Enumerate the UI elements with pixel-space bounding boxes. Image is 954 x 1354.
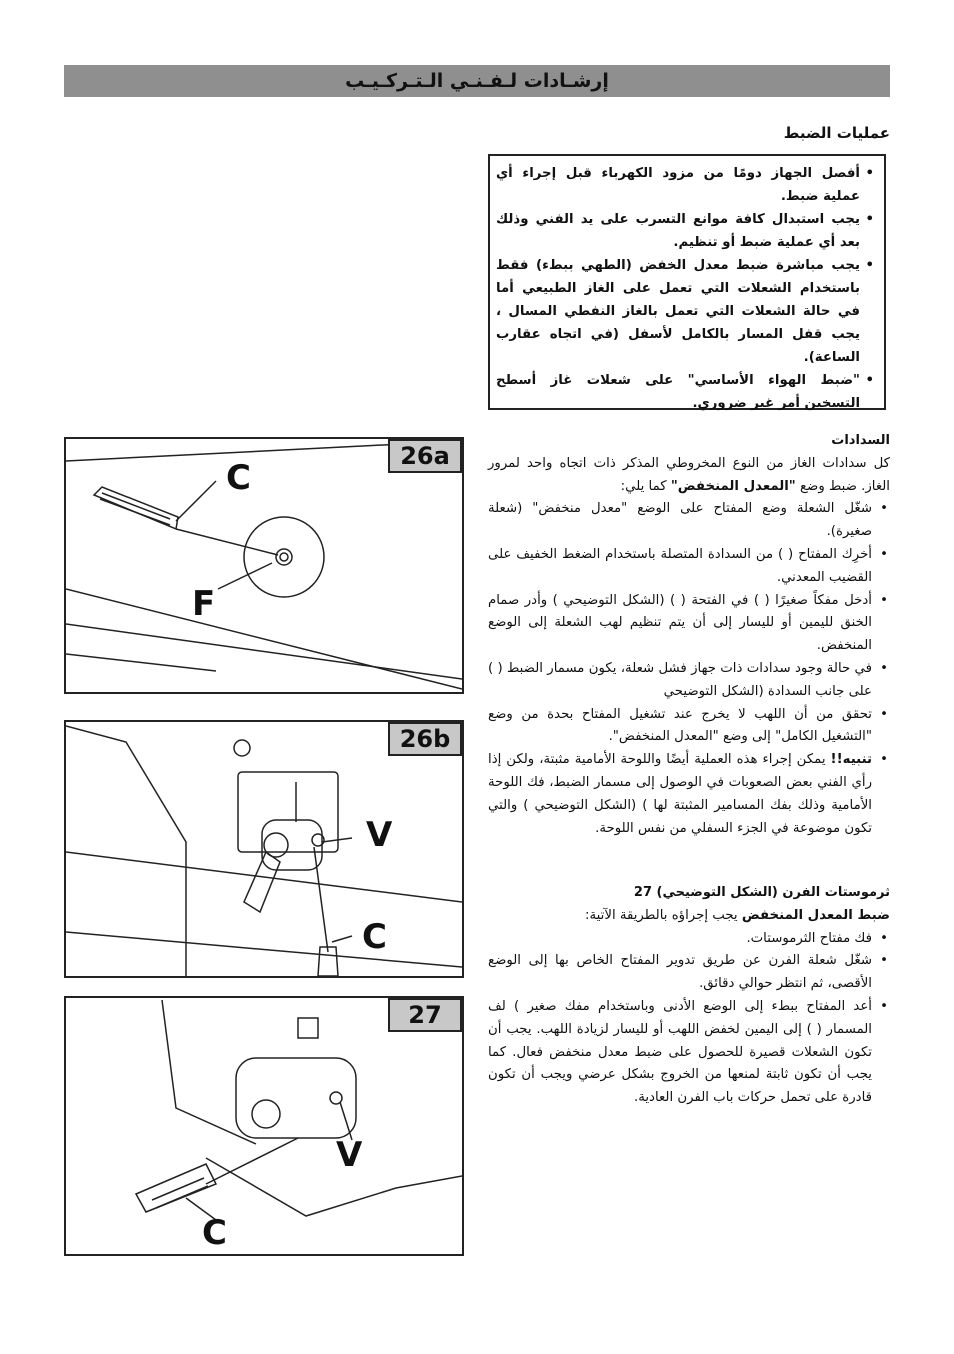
figure-26a-drawing	[66, 439, 462, 692]
taps-note-text: يمكن إجراء هذه العملية أيضًا واللوحة الأمامية مثبتة، ولكن إذا رأي الفني بعض الصعوبات في الوصول إلى مسمار الضبط، فك اللوحة الأمامية وذلك بفك المسامير المثبتة لها ) (الشكل التوضيحي ) والتي تكون موضوعة في الجزء السفلي من نفس اللوحة.	[488, 752, 872, 836]
oven-sub-bold: ضبط المعدل المنخفض	[741, 907, 890, 923]
label-c: C	[226, 458, 251, 498]
figure-26b	[64, 720, 464, 978]
oven-sub	[488, 905, 890, 928]
label-v: V	[336, 1135, 363, 1175]
warning-item: • يجب مباشرة ضبط معدل الخفض (الطهي ببطء) فقط باستخدام الشعلات التي تعمل على الغاز الطبيعي أما في حالة الشعلات التي تعمل بالغاز النفطي المسال ، يجب قفل المسار بالكامل لأسفل (في اتجاه عقارب الساعة).	[496, 254, 860, 369]
oven-item: • فك مفتاح الثرموستات.	[488, 928, 872, 951]
figure-27	[64, 996, 464, 1256]
warning-item: • "ضبط الهواء الأساسي" على شعلات غاز أسطح التسخين أمر غير ضروري.	[496, 369, 860, 415]
label-v: V	[366, 815, 393, 855]
page-header	[64, 65, 890, 97]
oven-item: • شغّل شعلة الفرن عن طريق تدوير المفتاح الخاص بها إلى الوضع الأقصى، ثم انتظر حوالي دقائق.	[488, 950, 872, 996]
taps-item: • أخرِك المفتاح ( ) من السدادة المتصلة باستخدام الضغط الخفيف على القضيب المعدني.	[488, 544, 872, 590]
taps-item: • شغّل الشعلة وضع المفتاح على الوضع "معدل منخفض" (شعلة صغيرة).	[488, 498, 872, 544]
oven-sub-text: يجب إجراؤه بالطريقة الآتية:	[585, 907, 742, 923]
section-title: عمليات الضبط	[783, 124, 890, 142]
oven-item: • أعد المفتاح ببطء إلى الوضع الأدنى وباستخدام مفك صغير ) لف المسمار ( ) إلى اليمين لخفض اللهب أو لليسار لزيادة اللهب. يجب أن تكون الشعلات قصيرة للحصول على ضبط معدل منخفض فعال. كما يجب أن تكون ثابتة لمنعها من الخروج بشكل عرضي ويجب أن تكون قادرة على تحمل حركات باب الفرن العادية.	[488, 996, 872, 1110]
taps-item: • تحقق من أن اللهب لا يخرج عند تشغيل المفتاح بحدة من وضع "التشغيل الكامل" إلى وضع "المعدل المنخفض".	[488, 704, 872, 750]
taps-item: • في حالة وجود سدادات ذات جهاز فشل شعلة، يكون مسمار الضبط ( ) على جانب السدادة (الشكل التوضيحي	[488, 658, 872, 704]
taps-intro-a: كل سدادات الغاز من النوع المخروطي المذكر ذات اتجاه واحد لمرور الغاز. ضبط وضع	[488, 455, 890, 494]
warning-item: • يجب استبدال كافة موانع التسرب على يد الفني وذلك بعد أي عملية ضبط أو تنظيم.	[496, 208, 860, 254]
figure-26a	[64, 437, 464, 694]
taps-intro-bold: "المعدل المنخفض"	[670, 478, 796, 494]
taps-item: • أدخل مفكاً صغيرًا ( ) في الفتحة ( ) (الشكل التوضيحي ) وأدر صمام الخنق لليمين أو لليسار إلى أن يتم تنظيم لهب الشعلة إلى الوضع المنخفض.	[488, 590, 872, 658]
figure-label: 27	[388, 998, 462, 1032]
figure-26b-drawing	[66, 722, 462, 976]
label-f: F	[192, 584, 216, 624]
header-title: إرشـادات لـفـنـي الـتـركـيـب	[345, 70, 609, 92]
taps-note-bold: تنبيه!!	[830, 752, 872, 768]
figure-27-drawing	[66, 998, 462, 1254]
oven-title: ثرموستات الفرن (الشكل التوضيحي) 27	[633, 885, 890, 900]
taps-title: السدادات	[831, 433, 890, 448]
figure-label: 26b	[388, 722, 462, 756]
label-c: C	[362, 917, 387, 957]
label-c: C	[202, 1213, 227, 1253]
taps-note	[488, 749, 872, 840]
taps-intro	[488, 453, 890, 499]
oven-section	[488, 882, 890, 1110]
warning-box	[488, 154, 886, 410]
warning-item: • أفصل الجهاز دومًا من مزود الكهرباء قبل إجراء أي عملية ضبط.	[496, 162, 860, 208]
figure-label: 26a	[388, 439, 462, 473]
taps-intro-b: كما يلي:	[620, 478, 671, 494]
taps-section	[488, 430, 890, 840]
